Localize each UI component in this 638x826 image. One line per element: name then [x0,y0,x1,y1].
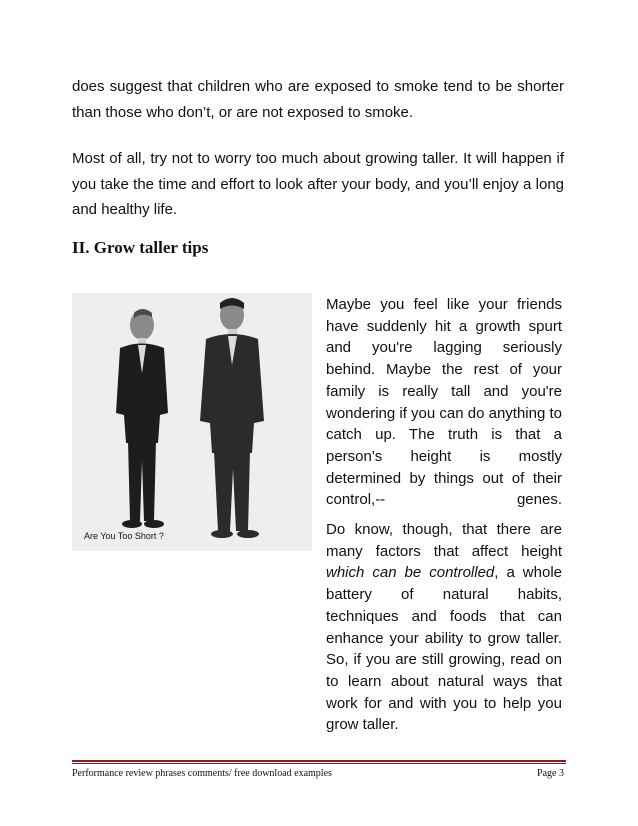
column-paragraph-2-start: Do know, though, that there are many factors that affect height [326,521,562,560]
page-number: Page 3 [537,768,564,779]
section-heading: II. Grow taller tips [72,238,209,257]
column-paragraph-2-italic: which can be controlled [326,564,495,582]
body-paragraph-2: Most of all, try not to worry too much about growing taller. It will happen if you take the time and effort to look after your body, and you’ll enjoy a long and healthy life. [72,150,564,218]
column-paragraph-2-end: , a whole battery of natural habits, techniques and foods that can enhance your ability to grow taller. So, if you are still growing, read on to learn about natural ways that work for and with you to help you grow taller. [326,564,562,734]
photo-two-men-in-suits [72,293,312,551]
body-paragraph-1: does suggest that children who are exposed to smoke tend to be shorter than those who don’t, or are not exposed to smoke. [72,78,564,121]
footer-rule-thin [72,763,566,764]
photo-illustration [72,293,312,551]
column-paragraph-1: Maybe you feel like your friends have suddenly hit a growth spurt and you're lagging seriously behind. Maybe the rest of your family is really tall and you're wondering if you can do anything to catch up. The truth is that a person's height is mostly determined by things out of their control,-- genes. [326,296,562,509]
footer-text: Performance review phrases comments/ free download examples [72,768,332,779]
image-caption: Are You Too Short ? [84,531,164,541]
column-paragraph-2 [326,519,562,736]
footer-rule [72,760,566,762]
